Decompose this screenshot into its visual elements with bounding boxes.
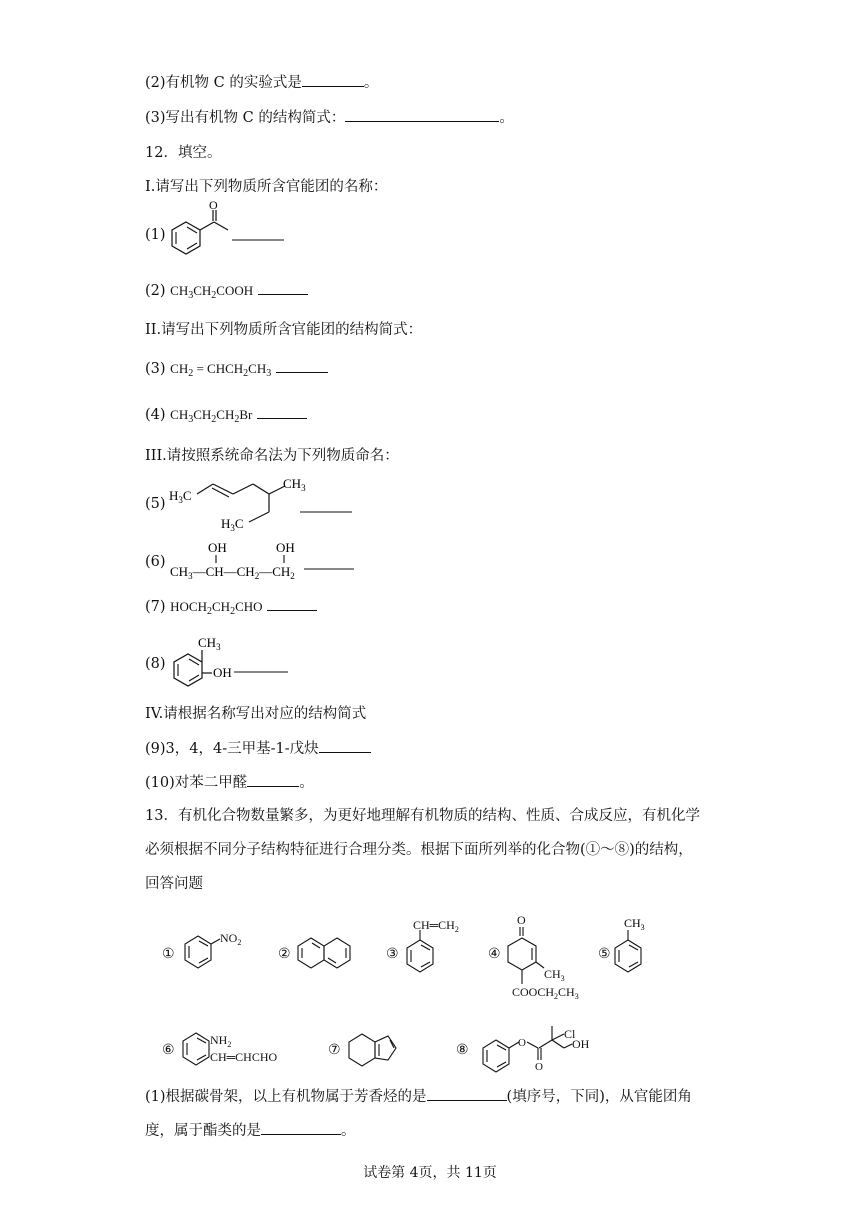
answer-blank[interactable]	[276, 358, 328, 373]
svg-text:CH═CH2: $CH═CH_2$	[413, 918, 459, 934]
svg-text:OH: OH	[276, 540, 295, 555]
q12-item-7	[145, 596, 317, 622]
q12-item-5	[145, 494, 166, 514]
compound-7-indene-bicyclic	[328, 1034, 396, 1066]
svg-text:Cl: Cl	[564, 1027, 576, 1041]
svg-text:⑥: ⑥	[162, 1043, 175, 1058]
q13-stem-line-1: 13．有机化合物数量繁多，为更好地理解有机物质的结构、性质、合成反应，有机化学	[145, 808, 700, 824]
svg-text:O: O	[209, 200, 218, 212]
compounds-figure	[150, 908, 630, 1073]
item-number: (5)	[145, 496, 166, 512]
q12-item-4	[145, 404, 307, 430]
q13-sub1-text-b: (填序号，下同)，从官能团角	[506, 1089, 692, 1105]
answer-blank[interactable]	[345, 107, 499, 122]
answer-blank[interactable]	[258, 280, 308, 295]
q12-section-1: I.请写出下列物质所含官能团的名称：	[145, 179, 388, 195]
compound-6-aminocinnamaldehyde	[162, 1033, 278, 1065]
item-number: (7)	[145, 599, 166, 615]
svg-text:NH2: $NH_2$	[210, 1033, 232, 1049]
q12-item-6	[145, 552, 166, 572]
q12-item-10	[145, 772, 314, 793]
svg-text:NO2: $NO_2$	[220, 931, 242, 947]
svg-text:O: O	[518, 1037, 526, 1049]
svg-text:⑦: ⑦	[328, 1043, 341, 1058]
svg-text:CH3: $CH_3$	[544, 967, 565, 983]
page-footer: 试卷第 4页，共 11页	[363, 1165, 497, 1181]
item-number: (3)	[145, 361, 166, 377]
svg-text:①: ①	[162, 947, 175, 962]
period: 。	[363, 75, 379, 91]
svg-text:CH3—CH—CH2—CH2: $CH_3—CH—CH_2—CH_2$	[170, 564, 295, 580]
svg-text:H3C: $H_3C$	[169, 488, 192, 505]
q13-sub1-line-2	[145, 1120, 356, 1141]
q13-stem-line-2: 必须根据不同分子结构特征进行合理分类。根据下面所列举的化合物(①～⑧)的结构，	[145, 842, 693, 858]
svg-text:⑤: ⑤	[598, 947, 611, 962]
q11-part3-text: (3)写出有机物 C 的结构简式：	[145, 110, 346, 126]
item-10-text: (10)对苯二甲醛	[145, 775, 248, 791]
svg-text:④: ④	[488, 947, 501, 962]
formula-butene: $CH_2$ = $CHCH_2CH_3$	[170, 361, 272, 379]
formula-hydroxypropanal: $HOCH_2CH_2CHO$	[170, 599, 263, 617]
q12-item-8	[145, 654, 166, 674]
period: 。	[341, 1123, 356, 1139]
item-number: (8)	[145, 656, 166, 672]
period: 。	[299, 775, 314, 791]
compound-5-toluene-structure	[610, 908, 670, 978]
q11-part2	[145, 72, 378, 93]
svg-text:OH: OH	[208, 540, 227, 555]
period: 。	[499, 110, 514, 126]
acetophenone-structure	[162, 200, 292, 260]
q12-section-2: II.请写出下列物质所含官能团的结构简式：	[145, 322, 423, 338]
q12-item-2	[145, 280, 308, 306]
item-number: (6)	[145, 554, 166, 570]
formula-propanoic-acid: $CH_3CH_2COOH$	[170, 283, 254, 301]
alkene-skeletal-structure	[165, 472, 360, 534]
answer-blank[interactable]	[257, 404, 307, 419]
svg-text:CH3: $CH_3$	[624, 916, 645, 932]
butanediol-structure	[168, 538, 358, 580]
item-number: (1)	[145, 227, 166, 243]
answer-blank[interactable]	[261, 1120, 341, 1135]
svg-text:②: ②	[278, 947, 291, 962]
q12-section-3: III.请按照系统命名法为下列物质命名：	[145, 448, 399, 464]
svg-text:CH3: $CH_3$	[198, 635, 221, 652]
svg-text:CH3: $CH_3$	[283, 476, 306, 493]
compound-1-nitrobenzene	[162, 931, 241, 968]
svg-text:O: O	[535, 1061, 543, 1073]
cresol-structure	[168, 632, 298, 692]
q13-sub1-line-1	[145, 1086, 692, 1107]
svg-text:COOCH2CH3: $COOCH_2CH_3$	[512, 985, 579, 1001]
compound-5-toluene	[598, 947, 611, 962]
svg-text:CH═CHCHO: CH═CHCHO	[210, 1050, 278, 1064]
svg-text:⑧: ⑧	[456, 1043, 469, 1058]
item-number: (2)	[145, 283, 166, 299]
q12-heading: 12．填空。	[145, 145, 222, 161]
q12-item-9	[145, 738, 371, 759]
answer-blank[interactable]	[302, 72, 364, 87]
formula-bromopropane: $CH_3CH_2CH_2Br$	[170, 407, 253, 425]
q12-item-3	[145, 358, 328, 384]
svg-text:OH: OH	[213, 665, 232, 680]
item-number: (4)	[145, 407, 166, 423]
q13-sub1-text-a: (1)根据碳骨架，以上有机物属于芳香烃的是	[145, 1089, 427, 1105]
item-9-text: (9)3，4，4-三甲基-1-戊炔	[145, 741, 319, 757]
q13-stem-line-3: 回答问题	[145, 876, 203, 892]
svg-text:③: ③	[386, 947, 399, 962]
svg-text:OH: OH	[572, 1037, 590, 1051]
answer-blank[interactable]	[247, 772, 299, 787]
q13-sub1-text-c: 度，属于酯类的是	[145, 1123, 261, 1139]
compound-4-cyclohexenone-ester	[488, 913, 579, 1001]
q12-section-4: IV.请根据名称写出对应的结构简式	[145, 706, 367, 722]
compound-8-phenyl-ester	[456, 1026, 590, 1073]
svg-text:H3C: $H_3C$	[221, 516, 244, 533]
answer-blank[interactable]	[319, 738, 371, 753]
compound-2-naphthalene	[278, 938, 350, 968]
svg-text:O: O	[517, 913, 526, 927]
q11-part3	[145, 107, 514, 128]
answer-blank[interactable]	[267, 596, 317, 611]
answer-blank[interactable]	[427, 1086, 507, 1101]
q11-part2-text: (2)有机物 C 的实验式是	[145, 75, 302, 91]
compound-3-styrene	[386, 918, 459, 972]
